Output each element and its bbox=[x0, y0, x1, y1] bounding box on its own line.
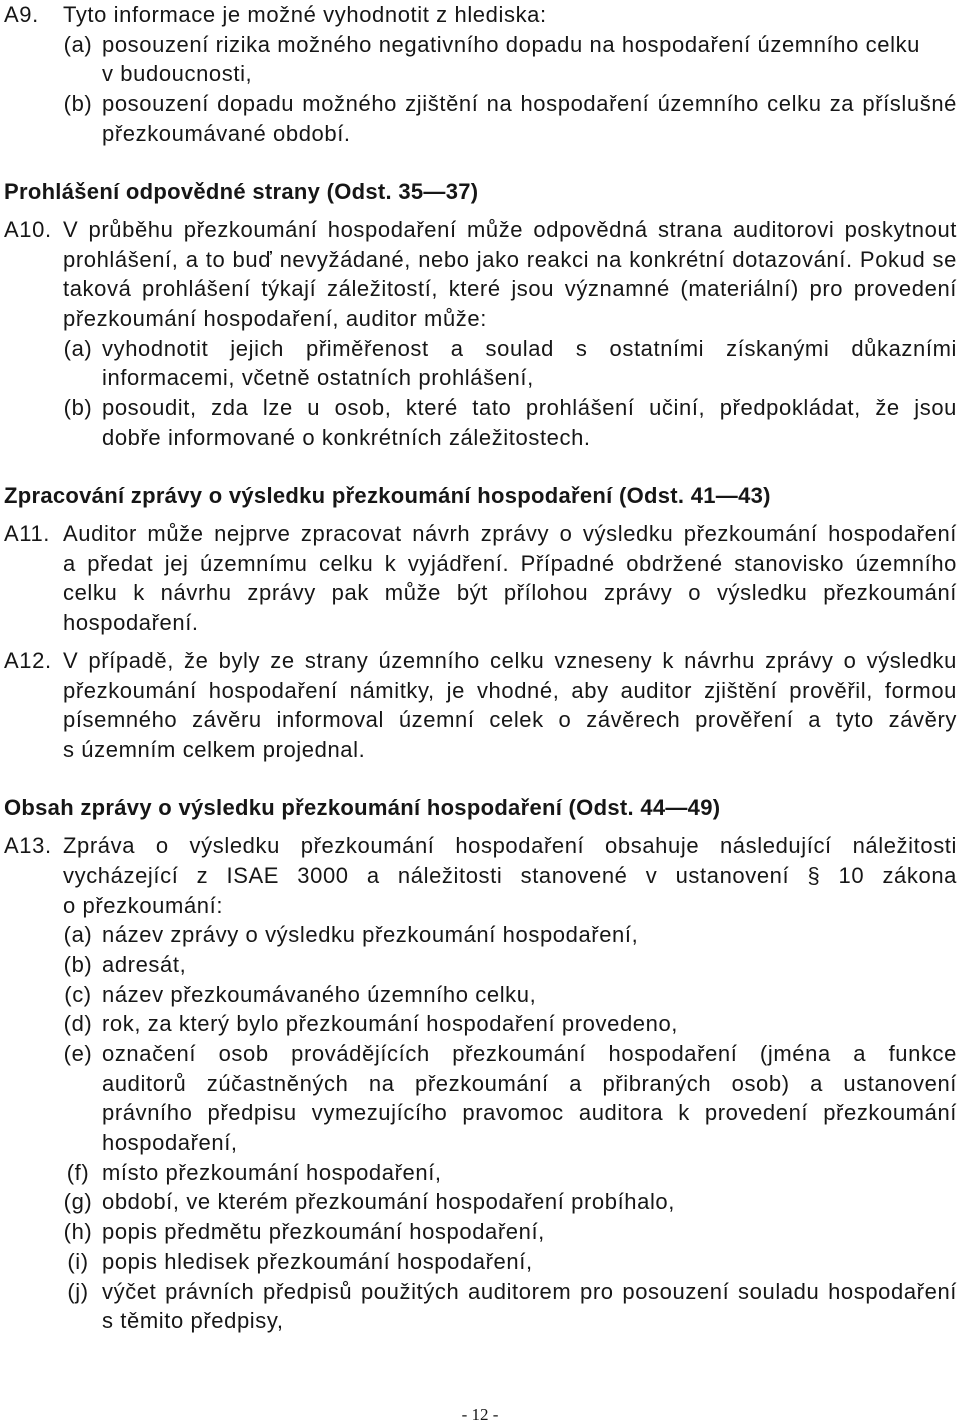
list-item bbox=[63, 1277, 957, 1336]
text-line: taková prohlášení týkají záležitostí, které jsou významné (materiální) pro provedení bbox=[63, 276, 957, 302]
list-item-body bbox=[102, 980, 957, 1010]
text-line: Zpráva o výsledku přezkoumání hospodaření obsahuje následující náležitosti bbox=[63, 833, 957, 859]
text-line: hospodaření. bbox=[63, 609, 199, 635]
paragraph-number: A10. bbox=[4, 216, 52, 242]
list-item bbox=[63, 89, 957, 148]
paragraph-number: A13. bbox=[4, 833, 52, 859]
list-item-body bbox=[102, 393, 957, 452]
list-item bbox=[63, 393, 957, 452]
text-line: popis předmětu přezkoumání hospodaření, bbox=[102, 1219, 545, 1245]
text-line: V případě, že byly ze strany územního celku vzneseny k návrhu zprávy o výsledku bbox=[63, 648, 957, 674]
list-item-label: (a) bbox=[63, 335, 93, 361]
list-item-label: (g) bbox=[63, 1189, 93, 1215]
list-item bbox=[63, 920, 957, 950]
text-line: označení osob provádějících přezkoumání hospodaření (jména a funkce bbox=[102, 1041, 957, 1067]
paragraph-a10 bbox=[4, 215, 957, 453]
text-line: právního předpisu vymezujícího pravomoc auditora k provedení přezkoumání bbox=[102, 1100, 957, 1126]
paragraph-number: A9. bbox=[4, 2, 39, 27]
list-item-label: (a) bbox=[63, 922, 93, 948]
page-number: - 12 - bbox=[461, 1405, 499, 1424]
paragraph-number: A11. bbox=[4, 520, 51, 546]
list-item-body bbox=[102, 1039, 957, 1158]
text-line: Auditor může nejprve zpracovat návrh zprávy o výsledku přezkoumání hospodaření bbox=[63, 520, 957, 546]
text-line: s těmito předpisy, bbox=[102, 1308, 284, 1334]
list-item-body bbox=[102, 1247, 957, 1277]
text-line: období, ve kterém přezkoumání hospodaření probíhalo, bbox=[102, 1189, 675, 1215]
paragraph-body bbox=[63, 831, 957, 1336]
paragraph-a13 bbox=[4, 831, 957, 1336]
list-item-label: (i) bbox=[67, 1248, 89, 1274]
paragraph-body bbox=[63, 0, 957, 148]
section-heading: Obsah zprávy o výsledku přezkoumání hospodaření (Odst. 44—49) bbox=[4, 795, 721, 821]
text-line: písemného závěru informoval územní celek o závěrech prověření a tyto závěry bbox=[63, 707, 957, 733]
list-item bbox=[63, 30, 957, 89]
list-item-label: (d) bbox=[63, 1011, 93, 1037]
list-item-body bbox=[102, 1158, 957, 1188]
list-item-label: (j) bbox=[67, 1278, 89, 1304]
list-item-body bbox=[102, 950, 957, 980]
list-item bbox=[63, 1009, 957, 1039]
list-item-body bbox=[102, 334, 957, 393]
paragraph-number: A12. bbox=[4, 648, 52, 674]
text-line: přezkoumávané období. bbox=[102, 120, 351, 146]
text-line: hospodaření, bbox=[102, 1130, 238, 1156]
list-item-body bbox=[102, 1187, 957, 1217]
text-line: název přezkoumávaného územního celku, bbox=[102, 981, 537, 1007]
text-line: a předat jej územnímu celku k vyjádření. Případné obdržené stanovisko územního bbox=[63, 550, 957, 576]
text-line: přezkoumání hospodaření, auditor může: bbox=[63, 305, 487, 331]
text-line: o přezkoumání: bbox=[63, 892, 224, 918]
text-line: název zprávy o výsledku přezkoumání hospodaření, bbox=[102, 922, 639, 948]
text-line: adresát, bbox=[102, 951, 187, 977]
text-line: v budoucnosti, bbox=[102, 61, 253, 87]
list-item-label: (e) bbox=[63, 1041, 93, 1067]
list-item-label: (h) bbox=[63, 1219, 93, 1245]
list-item-label: (f) bbox=[66, 1159, 90, 1185]
text-line: vyhodnotit jejich přiměřenost a soulad s ostatními získanými důkazními bbox=[102, 335, 957, 361]
text-line: auditorů zúčastněných na přezkoumání a přibraných osob) a ustanovení bbox=[102, 1070, 957, 1096]
text-line: dobře informované o konkrétních záležitostech. bbox=[102, 424, 591, 450]
text-line: posouzení dopadu možného zjištění na hospodaření územního celku za příslušné bbox=[102, 91, 957, 117]
list-item-label: (b) bbox=[63, 91, 93, 117]
list-item bbox=[63, 334, 957, 393]
list-item bbox=[63, 1158, 957, 1188]
section-heading: Prohlášení odpovědné strany (Odst. 35—37) bbox=[4, 178, 479, 204]
list-item bbox=[63, 1217, 957, 1247]
list-item-label: (a) bbox=[63, 31, 93, 57]
text-line: informacemi, včetně ostatních prohlášení, bbox=[102, 365, 534, 391]
text-line: výčet právních předpisů použitých auditorem pro posouzení souladu hospodaření bbox=[102, 1278, 957, 1304]
list-item bbox=[63, 1039, 957, 1158]
text-line: posoudit, zda lze u osob, které tato prohlášení učiní, předpokládat, že jsou bbox=[102, 395, 957, 421]
paragraph-body bbox=[63, 646, 957, 765]
text-line: popis hledisek přezkoumání hospodaření, bbox=[102, 1248, 533, 1274]
list-item-body bbox=[102, 1277, 957, 1336]
list-item-body bbox=[102, 1217, 957, 1247]
paragraph-body bbox=[63, 519, 957, 638]
text-line: celku k návrhu zprávy pak může být přílohou zprávy o výsledku přezkoumání bbox=[63, 580, 957, 606]
section-heading: Zpracování zprávy o výsledku přezkoumání hospodaření (Odst. 41—43) bbox=[4, 482, 771, 508]
list-item-label: (b) bbox=[63, 395, 93, 421]
list-item-label: (b) bbox=[63, 951, 93, 977]
list-item bbox=[63, 950, 957, 980]
text-line: místo přezkoumání hospodaření, bbox=[102, 1159, 442, 1185]
text-line: prohlášení, a to buď nevyžádané, nebo jako reakci na konkrétní dotazování. Pokud se bbox=[63, 246, 957, 272]
list-item bbox=[63, 980, 957, 1010]
list-item bbox=[63, 1247, 957, 1277]
text-line: přezkoumání hospodaření námitky, je vhodné, aby auditor zjištění prověřil, formou bbox=[63, 677, 957, 703]
text-line: rok, za který bylo přezkoumání hospodaření provedeno, bbox=[102, 1011, 678, 1037]
list-item-label: (c) bbox=[64, 981, 92, 1007]
list-item bbox=[63, 1187, 957, 1217]
paragraph-body bbox=[63, 215, 957, 453]
text-line: Tyto informace je možné vyhodnotit z hlediska: bbox=[63, 2, 547, 27]
paragraph-a11 bbox=[4, 519, 957, 638]
list-item-body bbox=[102, 89, 957, 148]
text-line: vycházející z ISAE 3000 a náležitosti stanovené v ustanovení § 10 zákona bbox=[63, 862, 957, 888]
text-line: posouzení rizika možného negativního dopadu na hospodaření územního celku bbox=[102, 31, 920, 57]
paragraph-a9 bbox=[4, 0, 957, 148]
text-line: s územním celkem projednal. bbox=[63, 737, 366, 763]
text-line: V průběhu přezkoumání hospodaření může odpovědná strana auditorovi poskytnout bbox=[63, 216, 957, 242]
list-item-body bbox=[102, 1009, 957, 1039]
list-item-body bbox=[102, 920, 957, 950]
paragraph-a12 bbox=[4, 646, 957, 765]
list-item-body bbox=[102, 30, 957, 89]
